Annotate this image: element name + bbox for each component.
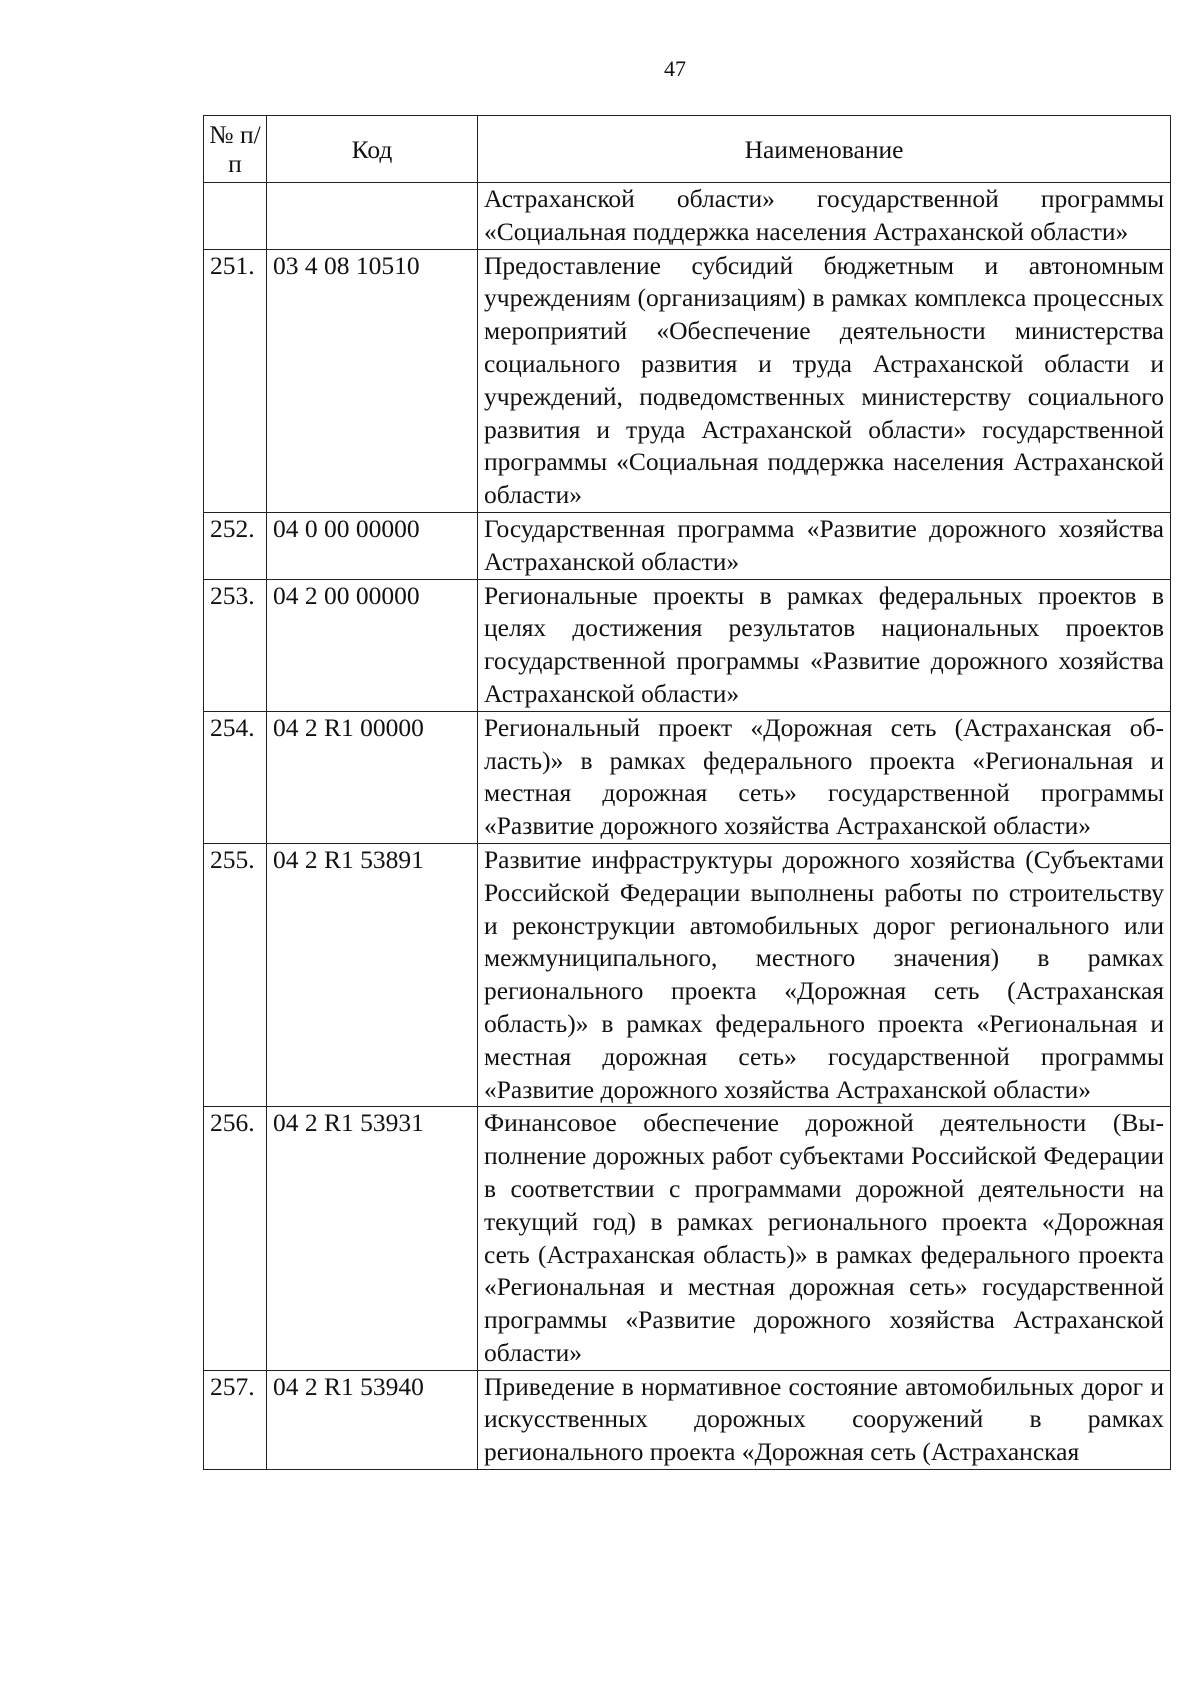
row-number: 251. — [204, 249, 267, 512]
budget-classification-table — [203, 115, 1171, 1470]
row-code: 04 2 R1 53931 — [267, 1107, 478, 1370]
row-number: 254. — [204, 711, 267, 843]
row-name: Финансовое обеспечение дорожной деятельности (Выполнение дорожных работ субъектами Российской Федерации в соответствии с программами дорожной деятельности на текущий год) в рамках регионального проекта «Дорожная сеть (Астраханская область)» в рамках федерального проекта «Региональная и местная дорожная сеть» государственной программы «Развитие дорожного хозяйства Астраханской области» — [478, 1107, 1171, 1370]
table-row — [204, 579, 1171, 711]
row-number: 256. — [204, 1107, 267, 1370]
row-name: Региональные проекты в рамках федеральных проектов в целях достижения результатов национальных проектов государственной программы «Развитие дорожного хозяйства Астраханской области» — [478, 579, 1171, 711]
row-name: Государственная программа «Развитие дорожного хозяйства Астраханской области» — [478, 512, 1171, 579]
row-code: 03 4 08 10510 — [267, 249, 478, 512]
row-name: Приведение в нормативное состояние автомобильных дорог и искусственных дорожных сооружений в рамках регионального проекта «Дорожная сеть (Астраханская — [478, 1370, 1171, 1469]
row-code: 04 2 R1 53940 — [267, 1370, 478, 1469]
table-row — [204, 183, 1171, 250]
row-name: Региональный проект «Дорожная сеть (Астраханская область)» в рамках федерального проекта «Региональная и местная дорожная сеть» государственной программы «Развитие дорожного хозяйства Астраханской области» — [478, 711, 1171, 843]
column-header-name: Наименование — [478, 116, 1171, 183]
page-number: 47 — [664, 56, 686, 81]
table-row — [204, 1107, 1171, 1370]
table-row — [204, 512, 1171, 579]
row-code: 04 2 R1 00000 — [267, 711, 478, 843]
table-row — [204, 843, 1171, 1106]
column-header-code: Код — [267, 116, 478, 183]
row-number: 252. — [204, 512, 267, 579]
row-number: 257. — [204, 1370, 267, 1469]
row-number: 255. — [204, 843, 267, 1106]
row-name: Предоставление субсидий бюджетным и автономным учреждениям (организациям) в рамках комплекса процессных мероприятий «Обеспечение деятельности министерства социального развития и труда Астраханской области и учреждений, подведомственных министерству социального развития и труда Астраханской области» государственной программы «Социальная поддержка населения Астраханской области» — [478, 249, 1171, 512]
row-number — [204, 183, 267, 250]
table-row — [204, 711, 1171, 843]
column-header-number: № п/п — [204, 116, 267, 183]
row-code: 04 2 R1 53891 — [267, 843, 478, 1106]
row-name: Астраханской области» государственной программы «Социальная поддержка населения Астраханской области» — [478, 183, 1171, 250]
row-number: 253. — [204, 579, 267, 711]
table-row — [204, 1370, 1171, 1469]
row-code — [267, 183, 478, 250]
row-code: 04 2 00 00000 — [267, 579, 478, 711]
row-code: 04 0 00 00000 — [267, 512, 478, 579]
row-name: Развитие инфраструктуры дорожного хозяйства (Субъектами Российской Федерации выполнены работы по строительству и реконструкции автомобильных дорог регионального или межмуниципального, местного значения) в рамках регионального проекта «Дорожная сеть (Астраханская область)» в рамках федерального проекта «Региональная и местная дорожная сеть» государственной программы «Развитие дорожного хозяйства Астраханской области» — [478, 843, 1171, 1106]
table-row — [204, 249, 1171, 512]
table-header-row — [204, 116, 1171, 183]
